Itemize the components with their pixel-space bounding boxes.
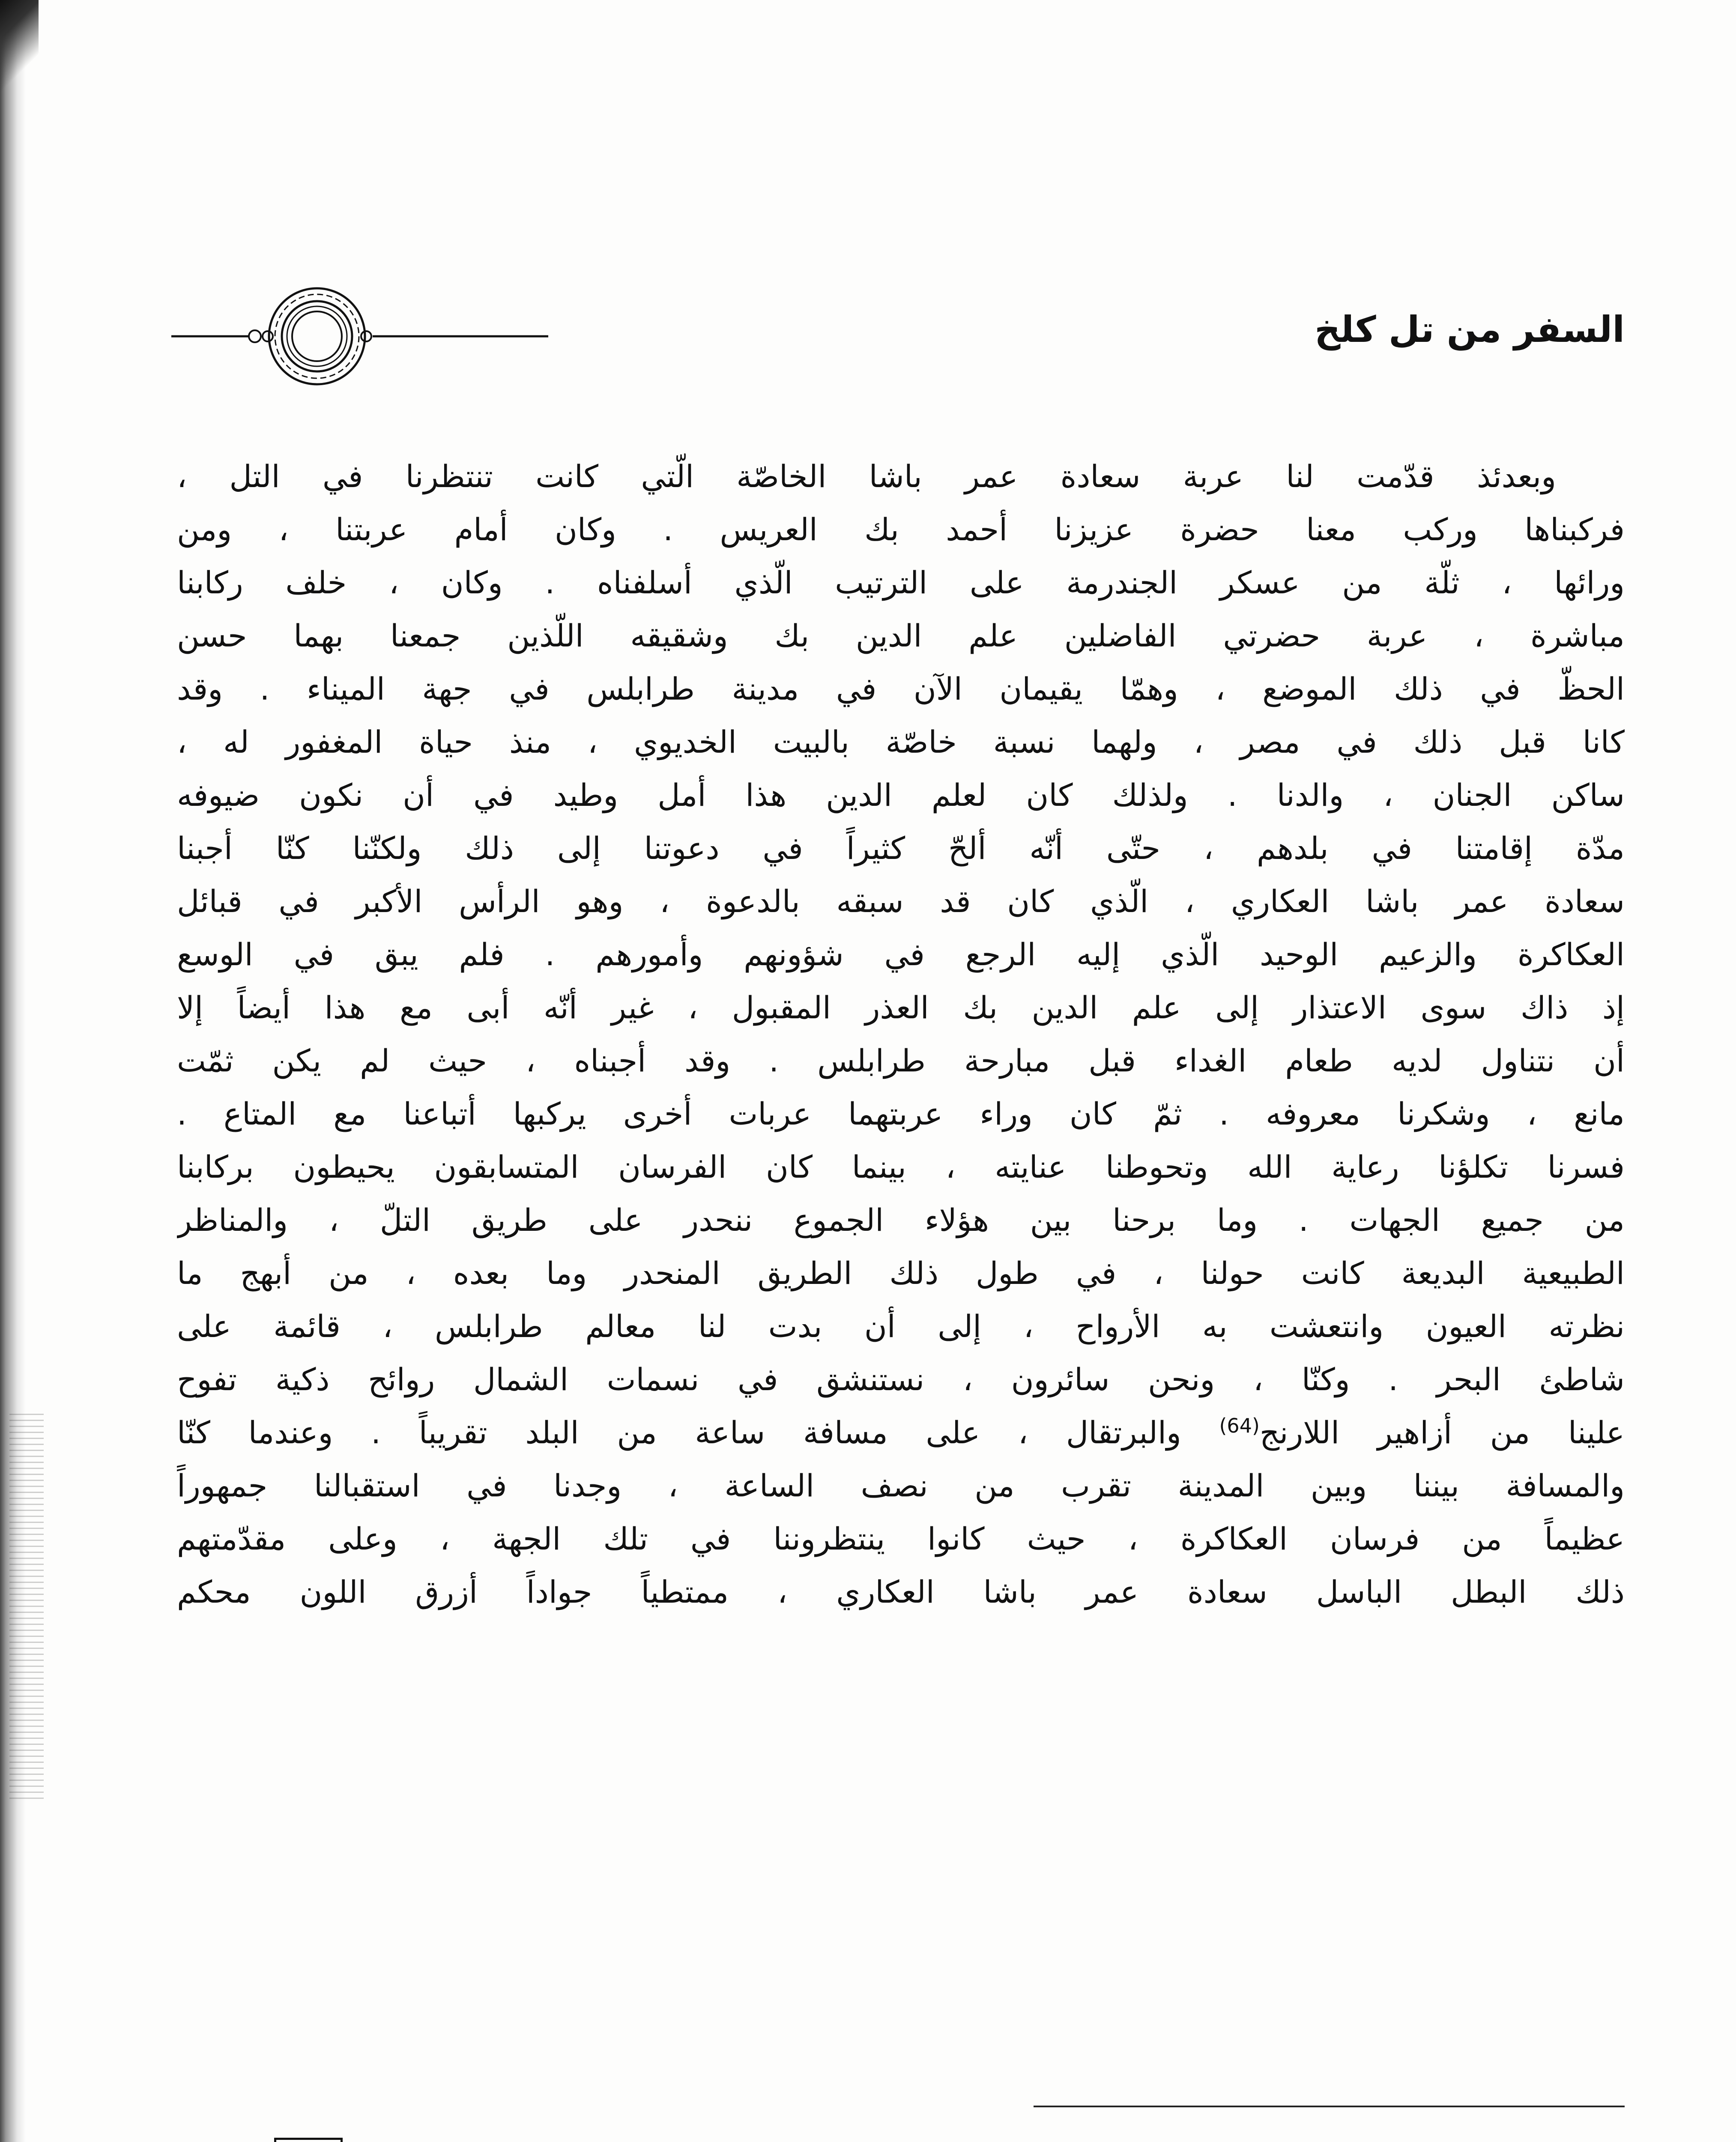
footnote-reference[interactable]: (64) [1219,1414,1260,1437]
text-line: ذلك البطل الباسل سعادة عمر باشا العكاري ، ممتطياً جواداً أزرق اللون محكم [177,1574,1625,1610]
body-text [177,450,1625,1618]
text-line: مباشرة ، عربة حضرتي الفاضلين علم الدين بك وشقيقه اللّذين جمعنا بهما حسن [177,618,1625,654]
scan-corner-shadow [0,0,39,94]
text-line: شاطئ البحر . وكنّا ، ونحن سائرون ، نستنشق في نسمات الشمال روائح ذكية تفوح [177,1361,1625,1397]
text-line: الحظّ في ذلك الموضع ، وهمّا يقيمان الآن في مدينة طرابلس في جهة الميناء . وقد [177,671,1625,707]
running-header: السفر من تل كلخ [1314,308,1625,350]
text-line: العكاكرة والزعيم الوحيد الّذي إليه الرجع في شؤونهم وأمورهم . فلم يبق في الوسع [177,936,1625,972]
text-segment: والبرتقال ، على مسافة ساعة من البلد تقريباً . وعندما كنّا [177,1415,1219,1451]
text-line: ساكن الجنان ، والدنا . ولذلك كان لعلم الدين هذا أمل وطيد في أن نكون ضيوفه [177,777,1625,813]
text-line-with-footnote [177,1406,1625,1459]
text-line: فركبناها وركب معنا حضرة عزيزنا أحمد بك العريس . وكان أمام عربتنا ، ومن [177,512,1625,547]
text-line: ورائها ، ثلّة من عسكر الجندرمة على الترتيب الّذي أسلفناه . وكان ، خلف ركابنا [177,565,1625,601]
text-line: عظيماً من فرسان العكاكرة ، حيث كانوا ينتظروننا في تلك الجهة ، وعلى مقدّمتهم [177,1521,1625,1557]
footnote-divider [1034,2106,1625,2107]
header-ornament-icon [171,281,548,392]
text-line: من جميع الجهات . وما برحنا بين هؤلاء الجموع ننحدر على طريق التلّ ، والمناظر [177,1202,1625,1238]
text-line: كانا قبل ذلك في مصر ، ولهما نسبة خاصّة بالبيت الخديوي ، منذ حياة المغفور له ، [177,724,1625,760]
text-line: والمسافة بيننا وبين المدينة تقرب من نصف الساعة ، وجدنا في استقبالنا جمهوراً [177,1468,1625,1504]
text-line: فسرنا تكلؤنا رعاية الله وتحوطنا عنايته ، بينما كان الفرسان المتسابقون يحيطون بركابنا [177,1149,1625,1185]
binding-marks [9,1414,44,1799]
text-segment: علينا من أزاهير اللارنج [1259,1415,1625,1451]
text-line: مدّة إقامتنا في بلدهم ، حتّى أنّه ألحّ كثيراً في دعوتنا إلى ذلك ولكنّنا كنّا أجبنا [177,830,1625,866]
text-line: إذ ذاك سوى الاعتذار إلى علم الدين بك العذر المقبول ، غير أنّه أبى مع هذا أيضاً إلا [177,990,1625,1026]
page-number [274,2138,343,2142]
text-line: وبعدئذ قدّمت لنا عربة سعادة عمر باشا الخاصّة الّتي كانت تنتظرنا في التل ، [177,458,1556,494]
scan-edge-shadow [0,0,26,2142]
text-line: مانع ، وشكرنا معروفه . ثمّ كان وراء عربتهما عربات أخرى يركبها أتباعنا مع المتاع . [177,1096,1625,1132]
text-line: الطبيعية البديعة كانت حولنا ، في طول ذلك الطريق المنحدر وما بعده ، من أبهج ما [177,1255,1625,1291]
text-line: أن نتناول لديه طعام الغداء قبل مبارحة طرابلس . وقد أجبناه ، حيث لم يكن ثمّت [177,1043,1625,1079]
text-line: سعادة عمر باشا العكاري ، الّذي كان قد سبقه بالدعوة ، وهو الرأس الأكبر في قبائل [177,883,1625,919]
text-line: نظرته العيون وانتعشت به الأرواح ، إلى أن بدت لنا معالم طرابلس ، قائمة على [177,1308,1625,1344]
